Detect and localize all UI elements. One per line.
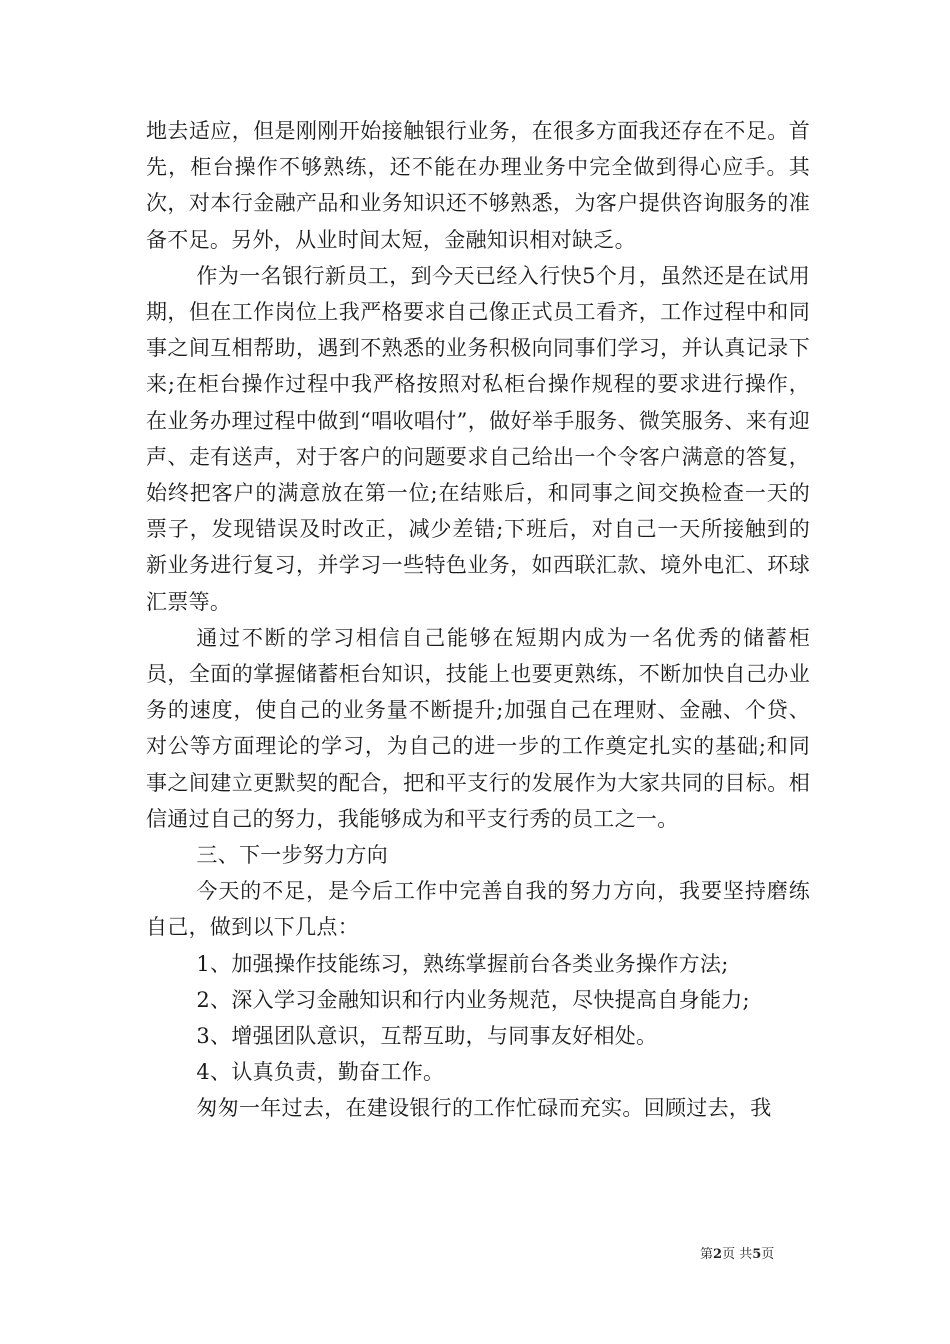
section-heading: 三、下一步努力方向: [196, 843, 389, 868]
paragraph-2: 作为一名银行新员工，到今天已经入行快5个月，虽然还是在试用期，但在工作岗位上我严格要求自己像正式员工看齐，工作过程中和同事之间互相帮助，遇到不熟悉的业务积极向同事们学习，并认真记录下来;在柜台操作过程中我严格按照对私柜台操作规程的要求进行操作，在业务办理过程中做到“唱收唱付”，做好举手服务、微笑服务、来有迎声、走有送声，对于客户的问题要求自己给出一个令客户满意的答复，始终把客户的满意放在第一位;在结账后，和同事之间交换检查一天的票子，发现错误及时改正，减少差错;下班后，对自己一天所接触到的新业务进行复习，并学习一些特色业务，如西联汇款、境外电汇、环球汇票等。: [146, 263, 810, 614]
footer-prefix: 第: [700, 1247, 714, 1262]
page-footer: [700, 1246, 810, 1264]
document-body: [146, 113, 810, 1127]
paragraph-3: 通过不断的学习相信自己能够在短期内成为一名优秀的储蓄柜员，全面的掌握储蓄柜台知识，技能上也要更熟练，不断加快自己办业务的速度，使自己的业务量不断提升;加强自己在理财、金融、个贷、对公等方面理论的学习，为自己的进一步的工作奠定扎实的基础;和同事之间建立更默契的配合，把和平支行的发展作为大家共同的目标。相信通过自己的努力，我能够成为和平支行秀的员工之一。: [146, 625, 810, 831]
paragraph-1: 地去适应，但是刚刚开始接触银行业务，在很多方面我还存在不足。首先，柜台操作不够熟练，还不能在办理业务中完全做到得心应手。其次，对本行金融产品和业务知识还不够熟悉，为客户提供咨询服务的准备不足。另外，从业时间太短，金融知识相对缺乏。: [146, 119, 810, 252]
list-item-2: 2、深入学习金融知识和行内业务规范，尽快提高自身能力;: [196, 987, 750, 1012]
total-pages-number: 5: [752, 1247, 762, 1262]
list-item-3: 3、增强团队意识，互帮互助，与同事友好相处。: [196, 1024, 658, 1049]
current-page-number: 2: [713, 1247, 723, 1262]
list-item-1: 1、加强操作技能练习，熟练掌握前台各类业务操作方法;: [196, 951, 729, 976]
footer-middle: 页 共: [722, 1247, 753, 1262]
list-item-4: 4、认真负责，勤奋工作。: [196, 1060, 445, 1085]
paragraph-4: 今天的不足，是今后工作中完善自我的努力方向，我要坚持磨练自己，做到以下几点：: [146, 879, 810, 940]
paragraph-5: 匆匆一年过去，在建设银行的工作忙碌而充实。回顾过去，我: [196, 1096, 772, 1121]
footer-suffix: 页: [761, 1247, 775, 1262]
